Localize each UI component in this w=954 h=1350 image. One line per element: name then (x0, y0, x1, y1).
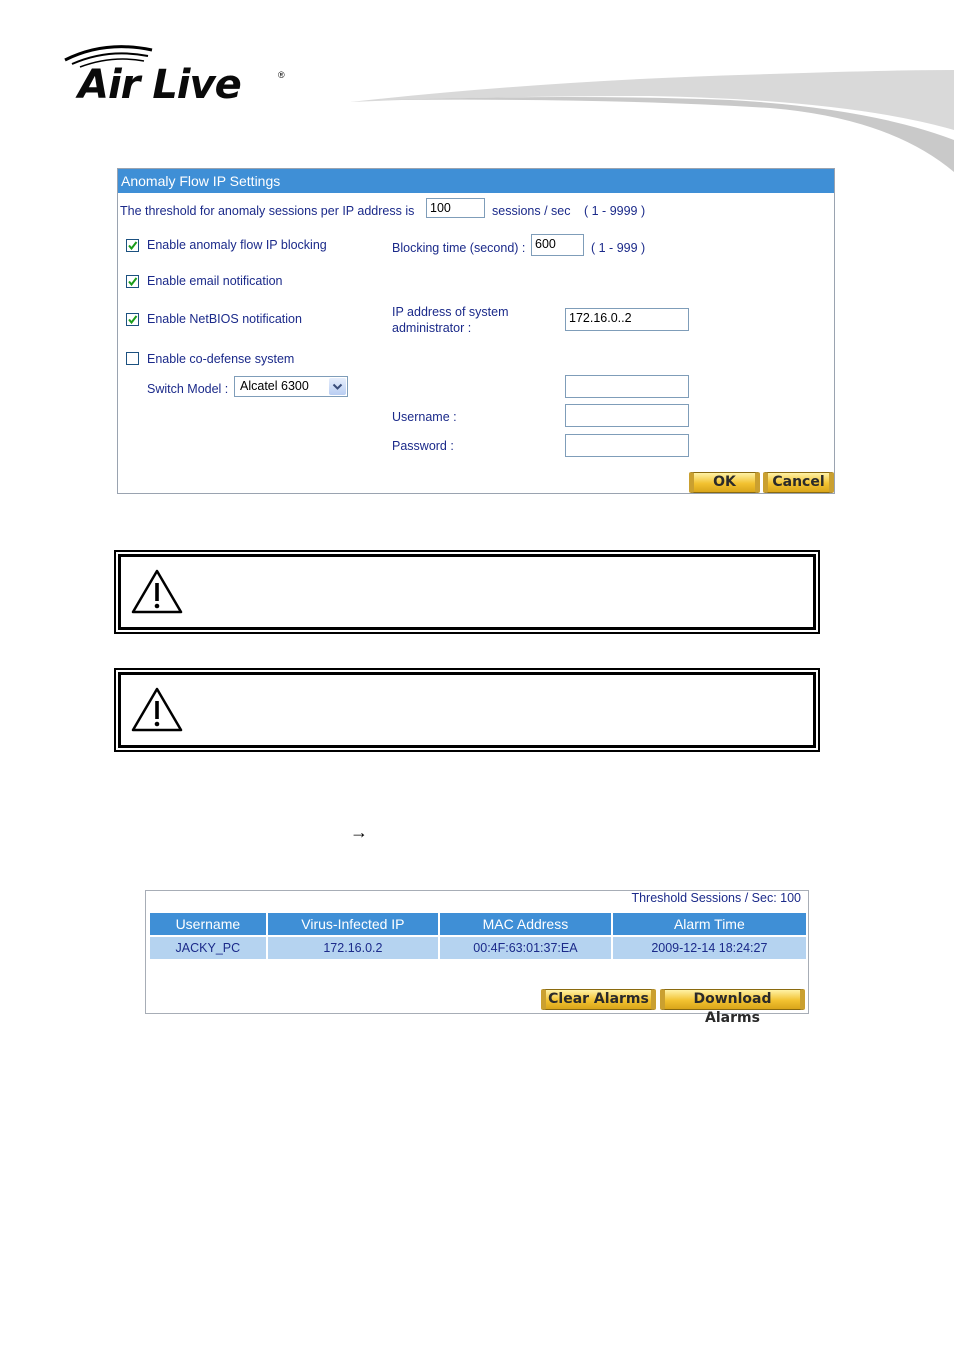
alarms-panel (145, 890, 809, 1026)
column-header-alarm-time: Alarm Time (613, 913, 806, 935)
checkmark-icon (127, 240, 138, 251)
switch-model-label: Switch Model : (147, 382, 229, 396)
threshold-unit: sessions / sec (492, 204, 571, 218)
enable-blocking-label: Enable anomaly flow IP blocking (147, 238, 327, 252)
enable-blocking-checkbox[interactable] (126, 239, 139, 252)
cell-mac: 00:4F:63:01:37:EA (440, 937, 611, 959)
panel-title: Anomaly Flow IP Settings (118, 169, 834, 193)
warning-triangle-icon (130, 685, 184, 733)
brand-reg-mark: ® (278, 70, 285, 80)
threshold-label: The threshold for anomaly sessions per IP address is (120, 204, 415, 218)
enable-codefense-checkbox[interactable] (126, 352, 139, 365)
threshold-range: ( 1 - 9999 ) (584, 204, 646, 218)
header-swoosh-decoration (350, 60, 954, 180)
warning-box (114, 550, 820, 634)
alarms-table (148, 911, 808, 961)
table-header-row (150, 913, 806, 935)
username-label: Username : (392, 410, 457, 424)
download-alarms-button[interactable]: Download Alarms (660, 989, 805, 1010)
cancel-button[interactable]: Cancel (763, 472, 834, 493)
enable-netbios-checkbox[interactable] (126, 313, 139, 326)
admin-ip-label-line1: IP address of system (392, 305, 509, 319)
enable-email-checkbox[interactable] (126, 275, 139, 288)
blocking-time-range: ( 1 - 999 ) (591, 241, 646, 255)
brand-logo (60, 40, 300, 110)
brand-name: Air Live (78, 62, 241, 108)
threshold-sessions-text: Threshold Sessions / Sec: 100 (631, 891, 801, 905)
ok-button[interactable]: OK (689, 472, 760, 493)
blocking-time-label: Blocking time (second) : (392, 241, 526, 255)
checkmark-icon (127, 276, 138, 287)
enable-codefense-label: Enable co-defense system (147, 352, 295, 366)
admin-ip-input[interactable]: 172.16.0..2 (565, 308, 689, 331)
warning-triangle-icon (130, 567, 184, 615)
warning-box (114, 668, 820, 752)
password-label: Password : (392, 439, 454, 453)
cell-virus-ip: 172.16.0.2 (268, 937, 438, 959)
clear-alarms-button[interactable]: Clear Alarms (541, 989, 656, 1010)
cell-alarm-time: 2009-12-14 18:24:27 (613, 937, 806, 959)
blocking-time-input[interactable]: 600 (531, 234, 584, 256)
arrow-right-icon: → (350, 822, 368, 842)
anomaly-flow-settings-panel (117, 168, 835, 494)
admin-ip-label-line2: administrator : (392, 321, 472, 335)
column-header-virus-ip: Virus-Infected IP (268, 913, 438, 935)
checkmark-icon (127, 314, 138, 325)
column-header-mac: MAC Address (440, 913, 611, 935)
switch-model-select[interactable] (234, 376, 348, 397)
enable-netbios-label: Enable NetBIOS notification (147, 312, 302, 326)
table-row (150, 937, 806, 959)
switch-model-value: Alcatel 6300 (240, 379, 309, 393)
password-input[interactable] (565, 434, 689, 457)
threshold-input[interactable]: 100 (426, 198, 485, 218)
switch-ip-input[interactable] (565, 375, 689, 398)
enable-email-label: Enable email notification (147, 274, 283, 288)
column-header-username: Username (150, 913, 266, 935)
cell-username: JACKY_PC (150, 937, 266, 959)
username-input[interactable] (565, 404, 689, 427)
chevron-down-icon (329, 378, 346, 395)
